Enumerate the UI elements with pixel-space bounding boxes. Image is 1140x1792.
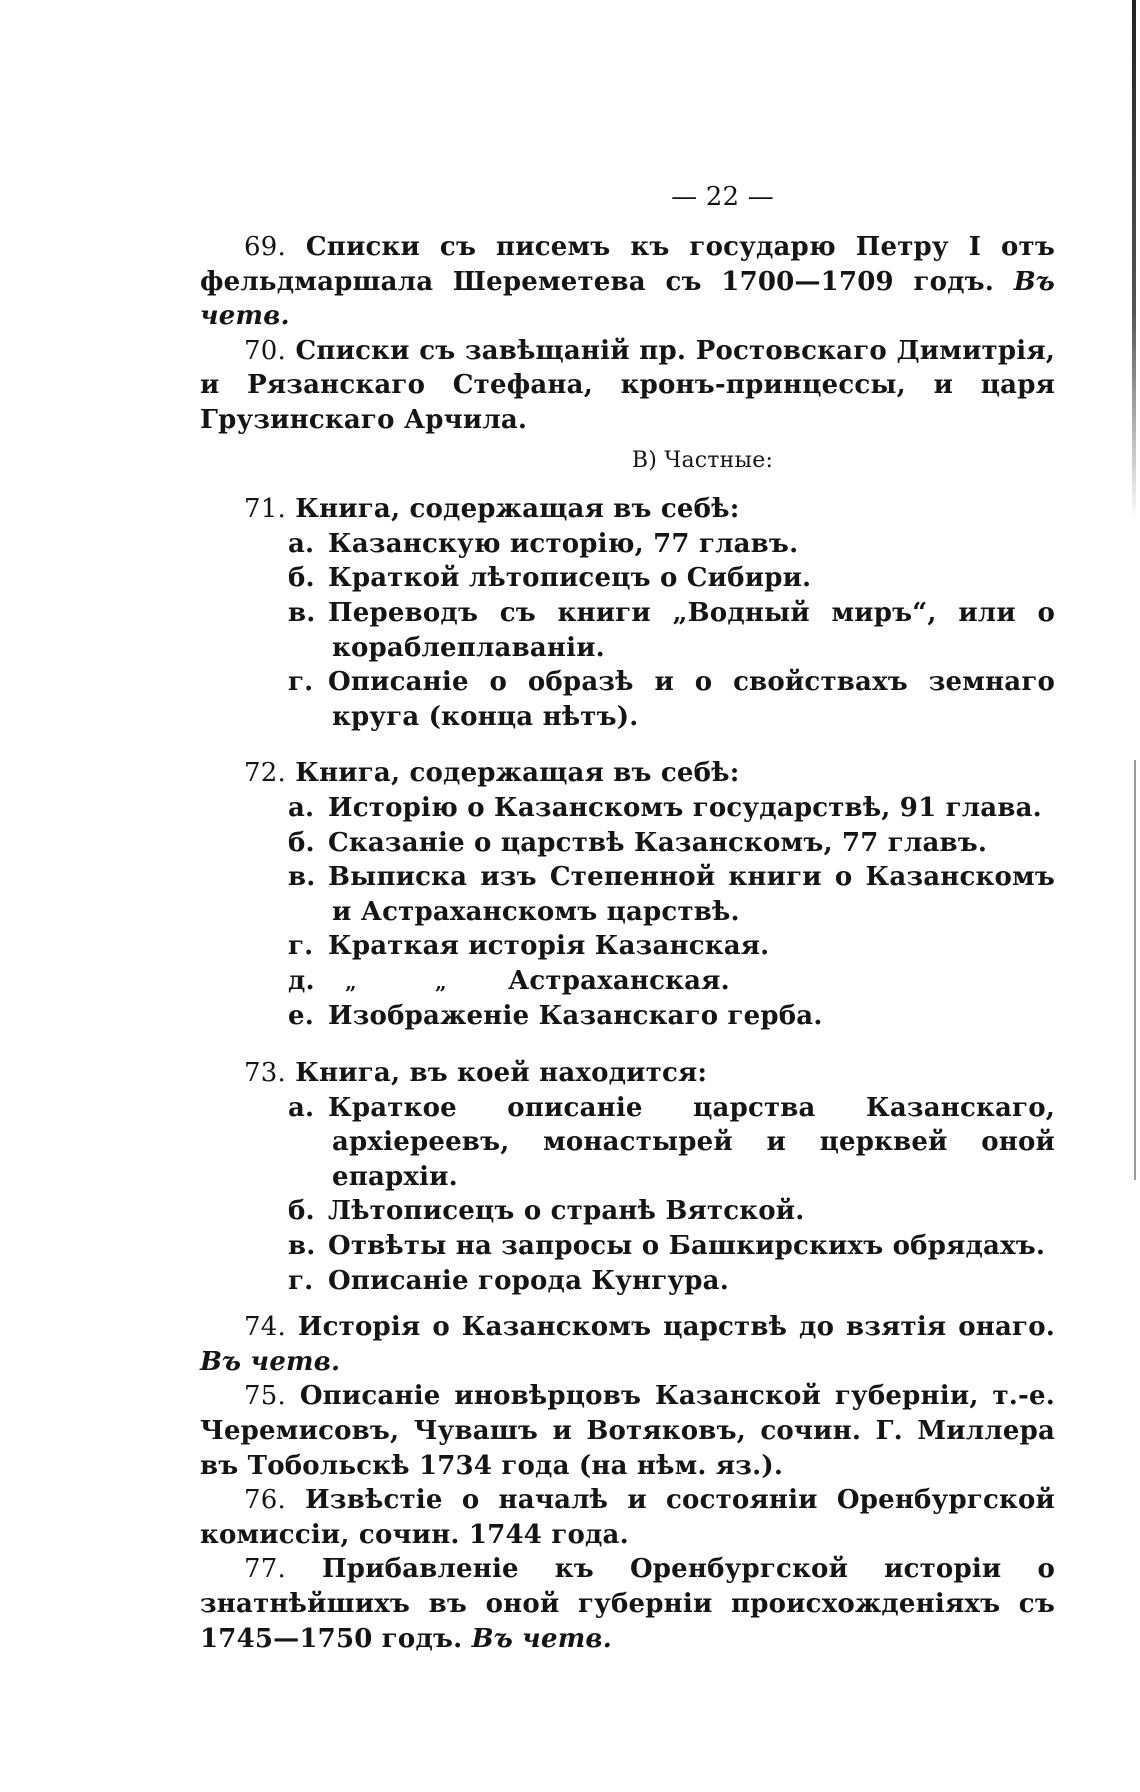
list-item xyxy=(200,665,1055,734)
list-item xyxy=(200,1229,1055,1264)
entry-number: 75. xyxy=(244,1381,286,1412)
page-number: — 22 — xyxy=(671,182,774,212)
item-marker: б. xyxy=(288,1196,315,1227)
entry-number: 74. xyxy=(244,1312,286,1343)
entry-75 xyxy=(200,1379,1055,1483)
list-item xyxy=(200,999,1055,1034)
list-item xyxy=(200,527,1055,562)
entry-text: Списки съ писемъ къ государю Петру I отъ фельдмаршала Шереметева съ 1700—1709 годъ. xyxy=(200,232,1055,297)
book-title xyxy=(200,756,1055,791)
list-item xyxy=(200,561,1055,596)
entry-69 xyxy=(200,230,1055,334)
entry-text: Прибавленіе къ Оренбургской исторіи о знатнѣйшихъ въ оной губерніи происхожденіяхъ съ 1745—1750 годъ. xyxy=(200,1554,1055,1654)
item-text: Изображеніе Казанскаго герба. xyxy=(328,1001,823,1032)
list-item xyxy=(200,1194,1055,1229)
list-item xyxy=(200,1091,1055,1195)
ditto-mark: „ xyxy=(345,969,357,994)
ditto-mark: „ xyxy=(435,969,447,994)
page-edge-shadow xyxy=(1132,0,1136,520)
item-marker: е. xyxy=(288,1001,314,1032)
item-marker: г. xyxy=(288,667,314,698)
item-text: Астраханская. xyxy=(508,965,730,996)
entry-number: 72. xyxy=(244,758,286,789)
item-text: Краткое описаніе царства Казанскаго, архіереевъ, монастырей и церквей оной епархіи. xyxy=(328,1092,1055,1192)
item-marker: а. xyxy=(288,528,315,559)
book-contents-list xyxy=(200,791,1055,1034)
book-contents-list xyxy=(200,1091,1055,1299)
entry-text: Исторія о Казанскомъ царствѣ до взятія онаго. xyxy=(297,1312,1055,1343)
entry-text: Списки съ завѣщаній пр. Ростовскаго Димитрія, и Рязанскаго Стефана, кронъ-принцессы, и царя Грузинскаго Арчила. xyxy=(200,335,1055,435)
item-text: Краткой лѣтописецъ о Сибири. xyxy=(328,563,812,594)
page-edge-line xyxy=(1134,760,1136,1180)
entry-number: 73. xyxy=(244,1058,286,1089)
entry-text: Извѣстіе о началѣ и состояніи Оренбургской комиссіи, сочин. 1744 года. xyxy=(200,1485,1055,1550)
book-title xyxy=(200,492,1055,527)
book-title-text: Книга, въ коей находится: xyxy=(295,1058,708,1089)
item-text: Выписка изъ Степенной книги о Казанскомъ и Астраханскомъ царствѣ. xyxy=(328,862,1055,927)
list-item xyxy=(200,964,1055,1000)
item-marker: а. xyxy=(288,792,315,823)
item-marker: б. xyxy=(288,563,315,594)
entry-number: 70. xyxy=(244,335,286,366)
item-text: Исторію о Казанскомъ государствѣ, 91 глава. xyxy=(328,792,1042,823)
item-text: Описаніе города Кунгура. xyxy=(328,1265,729,1296)
book-contents-list xyxy=(200,527,1055,735)
book-title-text: Книга, содержащая въ себѣ: xyxy=(295,758,740,789)
page-content xyxy=(200,180,1055,1656)
entry-number: 69. xyxy=(244,232,286,262)
item-text: Отвѣты на запросы о Башкирскихъ обрядахъ. xyxy=(328,1231,1046,1262)
item-marker: г. xyxy=(288,1265,314,1296)
entry-76 xyxy=(200,1483,1055,1552)
item-marker: в. xyxy=(288,1231,316,1262)
item-marker: д. xyxy=(288,965,315,996)
item-text: Казанскую исторію, 77 главъ. xyxy=(328,528,799,559)
entry-71 xyxy=(200,492,1055,734)
item-marker: а. xyxy=(288,1092,315,1123)
entry-77 xyxy=(200,1552,1055,1656)
format-note: Въ четв. xyxy=(471,1623,612,1654)
item-marker: в. xyxy=(288,597,316,628)
list-item xyxy=(200,929,1055,964)
entry-74 xyxy=(200,1310,1055,1379)
entry-73 xyxy=(200,1056,1055,1298)
format-note: Въ четв. xyxy=(200,1346,341,1377)
section-subheading: В) Частные: xyxy=(631,447,774,473)
list-item xyxy=(200,860,1055,929)
item-text: Переводъ съ книги „Водный миръ“, или о кораблеплаваніи. xyxy=(328,597,1055,663)
list-item xyxy=(200,1264,1055,1299)
entry-70 xyxy=(200,334,1055,438)
list-item xyxy=(200,826,1055,861)
entry-number: 77. xyxy=(244,1554,286,1585)
item-marker: б. xyxy=(288,827,315,858)
format-note: Въ четв. xyxy=(200,266,1055,332)
entry-72 xyxy=(200,756,1055,1034)
list-item xyxy=(200,596,1055,665)
item-marker: г. xyxy=(288,931,314,962)
entry-number: 71. xyxy=(244,494,286,525)
item-text: Сказаніе о царствѣ Казанскомъ, 77 главъ. xyxy=(328,827,988,858)
item-text: Краткая исторія Казанская. xyxy=(328,931,770,962)
item-marker: в. xyxy=(288,862,316,893)
item-text: Описаніе о образѣ и о свойствахъ земнаго круга (конца нѣтъ). xyxy=(328,667,1055,732)
book-title xyxy=(200,1056,1055,1091)
entry-text: Описаніе иновѣрцовъ Казанской губерніи, т.-е. Черемисовъ, Чувашъ и Вотяковъ, сочин. Г. Миллера въ Тобольскѣ 1734 года (на нѣм. яз.). xyxy=(200,1381,1055,1481)
entry-number: 76. xyxy=(244,1485,286,1516)
list-item xyxy=(200,791,1055,826)
book-title-text: Книга, содержащая въ себѣ: xyxy=(295,494,740,525)
item-text: Лѣтописецъ о странѣ Вятской. xyxy=(328,1196,805,1227)
